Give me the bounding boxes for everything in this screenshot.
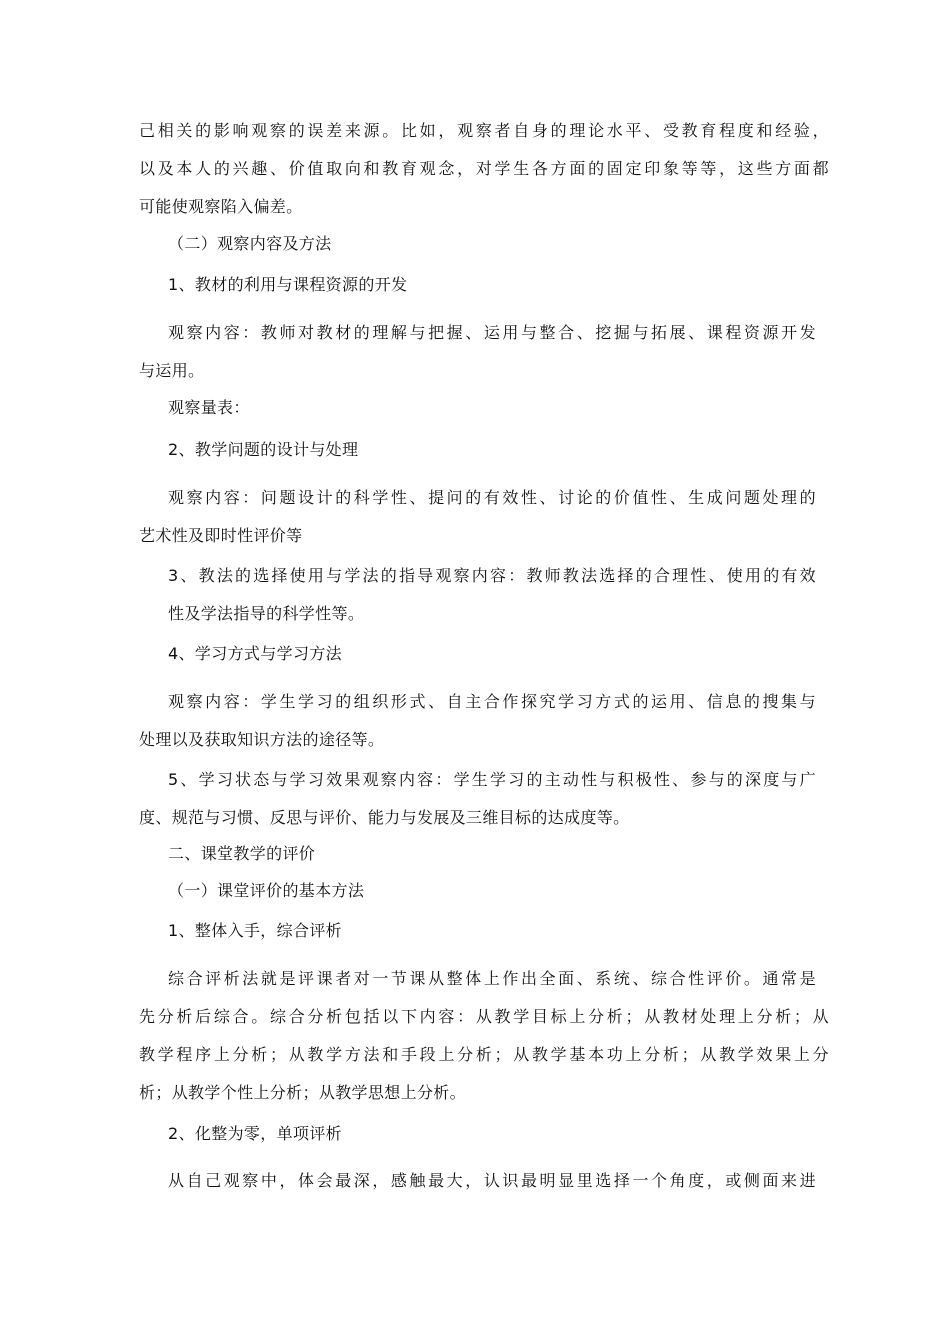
paragraph-line: 观察量表：: [168, 398, 250, 417]
paragraph-line: 己相关的影响观察的误差来源。比如，观察者自身的理论水平、受教育程度和经验，: [139, 121, 829, 140]
paragraph-line: 可能使观察陷入偏差。: [139, 197, 303, 216]
subsection-heading: 2、教学问题的设计与处理: [168, 440, 359, 459]
paragraph-line: 处理以及获取知识方法的途径等。: [139, 730, 385, 749]
paragraph-line: 性及学法指导的科学性等。: [168, 604, 365, 623]
section-heading: （一）课堂评价的基本方法: [168, 881, 365, 900]
paragraph-line: 先分析后综合。综合分析包括以下内容：从教学目标上分析；从教材处理上分析；从: [139, 1007, 829, 1026]
subsection-heading: 3、教法的选择使用与学法的指导观察内容：教师教法选择的合理性、使用的有效: [168, 566, 816, 585]
subsection-heading: 2、化整为零，单项评析: [168, 1124, 343, 1143]
paragraph-line: 教学程序上分析；从教学方法和手段上分析；从教学基本功上分析；从教学效果上分: [139, 1045, 829, 1064]
paragraph-line: 析；从教学个性上分析；从教学思想上分析。: [139, 1083, 467, 1102]
paragraph-line: 观察内容：教师对教材的理解与把握、运用与整合、挖掘与拓展、课程资源开发: [168, 323, 816, 342]
section-heading: （二）观察内容及方法: [168, 234, 332, 253]
section-heading: 二、课堂教学的评价: [168, 844, 316, 863]
paragraph-line: 综合评析法就是评课者对一节课从整体上作出全面、系统、综合性评价。通常是: [168, 969, 816, 988]
paragraph-line: 度、规范与习惯、反思与评价、能力与发展及三维目标的达成度等。: [139, 808, 630, 827]
subsection-heading: 1、整体入手，综合评析: [168, 921, 343, 940]
paragraph-line: 艺术性及即时性评价等: [139, 526, 303, 545]
subsection-heading: 1、教材的利用与课程资源的开发: [168, 275, 408, 294]
subsection-heading: 5、学习状态与学习效果观察内容：学生学习的主动性与积极性、参与的深度与广: [168, 770, 816, 789]
paragraph-line: 观察内容：问题设计的科学性、提问的有效性、讨论的价值性、生成问题处理的: [168, 488, 816, 507]
paragraph-line: 观察内容：学生学习的组织形式、自主合作探究学习方式的运用、信息的搜集与: [168, 692, 816, 711]
subsection-heading: 4、学习方式与学习方法: [168, 644, 343, 663]
paragraph-line: 以及本人的兴趣、价值取向和教育观念，对学生各方面的固定印象等等，这些方面都: [139, 159, 829, 178]
paragraph-line: 从自己观察中，体会最深，感触最大，认识最明显里选择一个角度，或侧面来进: [168, 1171, 816, 1190]
paragraph-line: 与运用。: [139, 361, 205, 380]
